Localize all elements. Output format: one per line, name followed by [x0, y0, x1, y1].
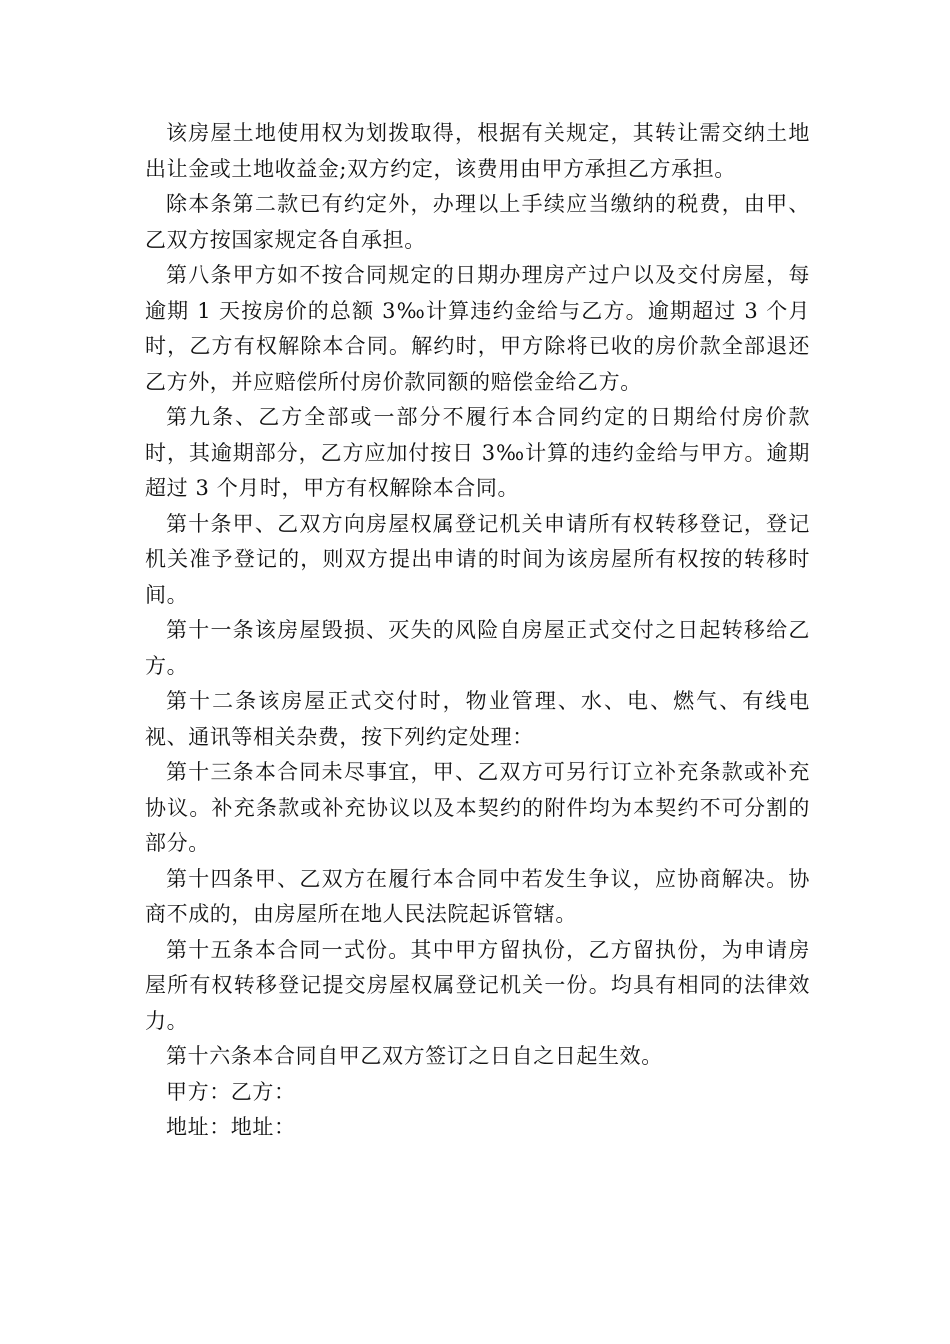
- paragraph-article-9: 第九条、乙方全部或一部分不履行本合同约定的日期给付房价款时，其逾期部分，乙方应加付按日 3‰计算的违约金给与甲方。逾期超过 3 个月时，甲方有权解除本合同。: [145, 405, 810, 500]
- paragraph-article-16: 第十六条本合同自甲乙双方签订之日自之日起生效。: [166, 1044, 663, 1068]
- signature-parties-line: 甲方：乙方：: [166, 1079, 296, 1104]
- paragraph-article-12: 第十二条该房屋正式交付时，物业管理、水、电、燃气、有线电视、通讯等相关杂费，按下列约定处理：: [145, 689, 810, 749]
- paragraph-article-14: 第十四条甲、乙双方在履行本合同中若发生争议，应协商解决。协商不成的，由房屋所在地人民法院起诉管辖。: [145, 866, 810, 926]
- paragraph-land-use-right: 该房屋土地使用权为划拨取得，根据有关规定，其转让需交纳土地出让金或土地收益金;双方约定，该费用由甲方承担乙方承担。: [145, 121, 810, 181]
- paragraph-article-8: 第八条甲方如不按合同规定的日期办理房产过户以及交付房屋，每逾期 1 天按房价的总额 3‰计算违约金给与乙方。逾期超过 3 个月时，乙方有权解除本合同。解约时，甲方除将已收的房价款全部退还乙方外，并应赔偿所付房价款同额的赔偿金给乙方。: [145, 263, 810, 394]
- paragraph-article-15: 第十五条本合同一式份。其中甲方留执份，乙方留执份，为申请房屋所有权转移登记提交房屋权属登记机关一份。均具有相同的法律效力。: [145, 937, 810, 1033]
- document-body: [145, 116, 810, 1146]
- address-line: 地址：地址：: [166, 1115, 296, 1139]
- paragraph-article-10: 第十条甲、乙双方向房屋权属登记机关申请所有权转移登记，登记机关准予登记的，则双方提出申请的时间为该房屋所有权按的转移时间。: [145, 511, 810, 607]
- paragraph-taxes: 除本条第二款已有约定外，办理以上手续应当缴纳的税费，由甲、乙双方按国家规定各自承担。: [145, 192, 810, 252]
- paragraph-article-13: 第十三条本合同未尽事宜，甲、乙双方可另行订立补充条款或补充协议。补充条款或补充协议以及本契约的附件均为本契约不可分割的部分。: [145, 760, 810, 855]
- paragraph-article-11: 第十一条该房屋毁损、灭失的风险自房屋正式交付之日起转移给乙方。: [145, 618, 810, 678]
